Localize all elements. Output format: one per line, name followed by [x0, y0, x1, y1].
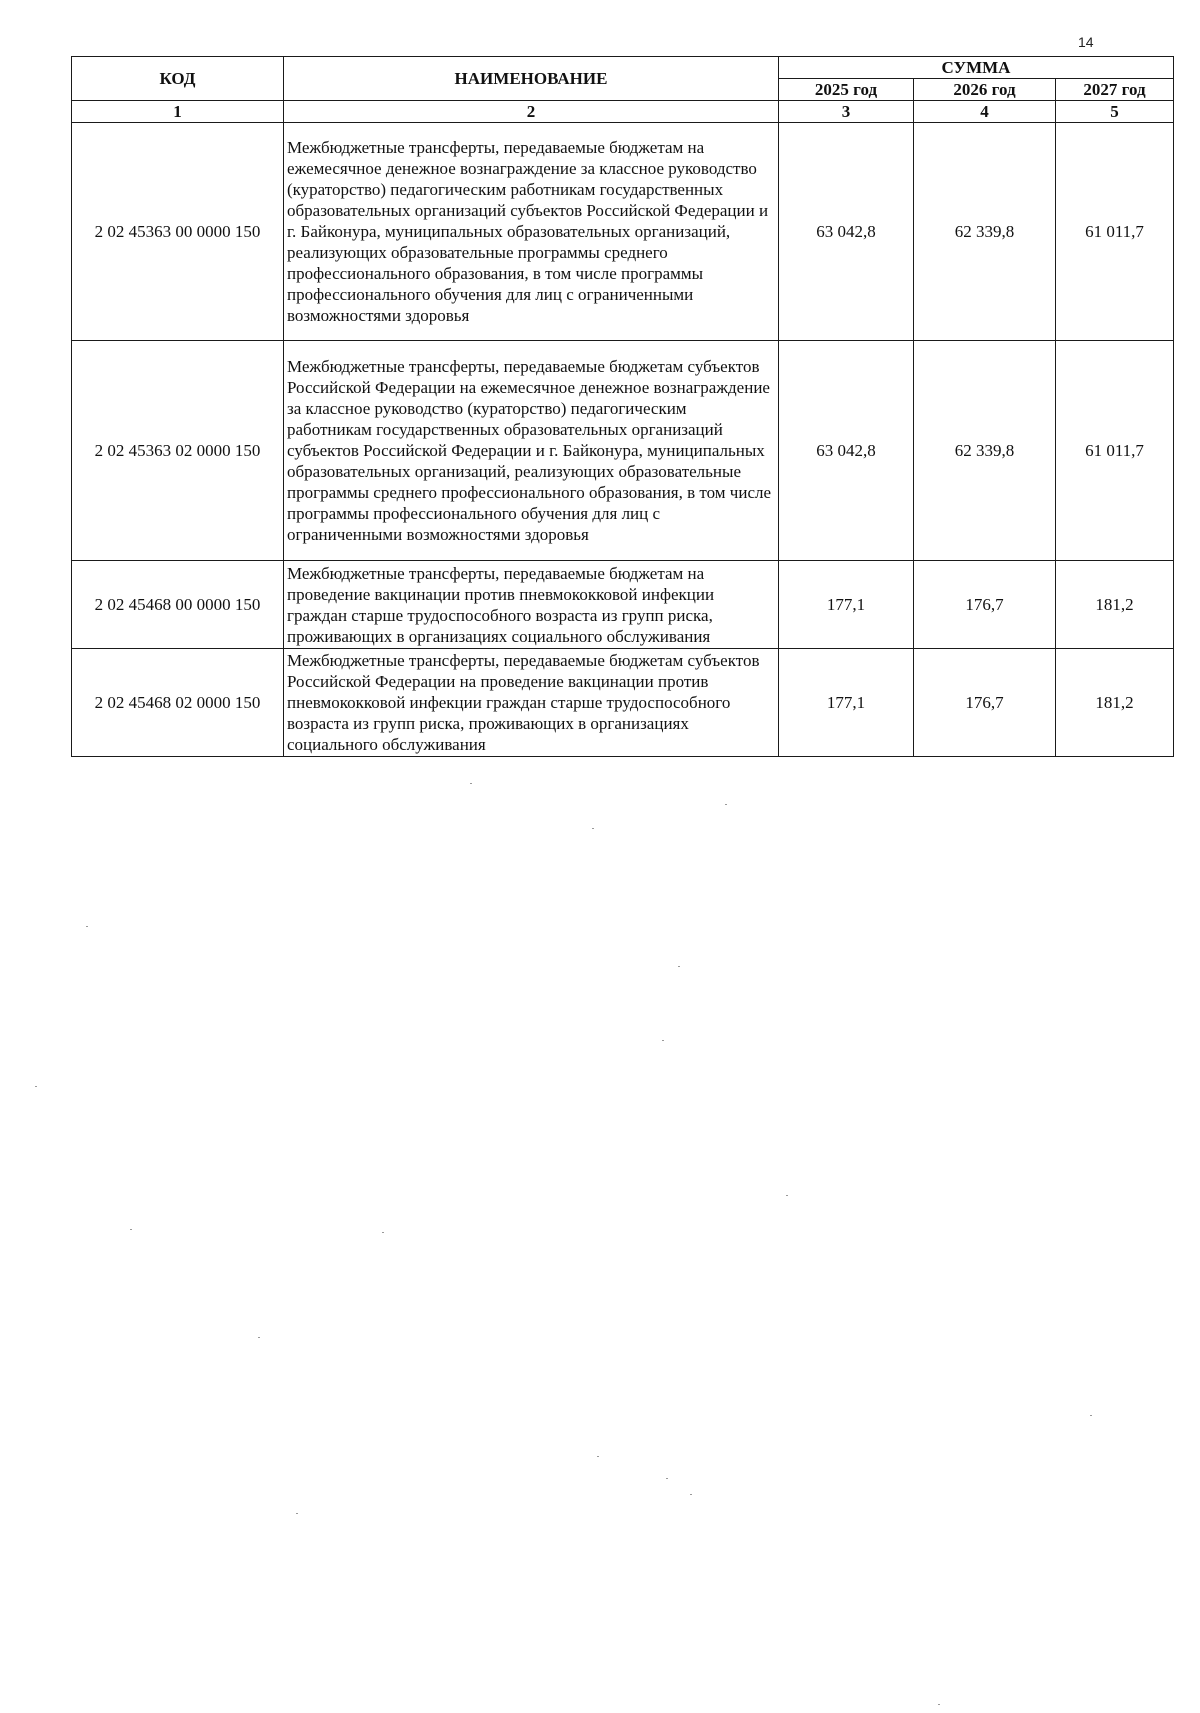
page-number: 14 — [1078, 34, 1094, 50]
scan-speck — [1090, 1415, 1092, 1416]
scan-speck — [35, 1086, 37, 1087]
budget-code: 2 02 45468 00 0000 150 — [72, 561, 284, 649]
amount-2027: 61 011,7 — [1056, 123, 1174, 341]
item-name: Межбюджетные трансферты, передаваемые бюджетам на проведение вакцинации против пневмококковой инфекции граждан старше трудоспособного возраста из групп риска, проживающих в организациях социального обслуживания — [284, 561, 779, 649]
amount-2027: 181,2 — [1056, 649, 1174, 757]
scan-speck — [725, 804, 727, 805]
column-number: 4 — [914, 101, 1056, 123]
table-row — [72, 341, 1174, 561]
budget-table — [71, 56, 1174, 757]
budget-code: 2 02 45363 02 0000 150 — [72, 341, 284, 561]
header-code: КОД — [72, 57, 284, 101]
column-number: 2 — [284, 101, 779, 123]
header-year-2026: 2026 год — [914, 79, 1056, 101]
amount-2025: 63 042,8 — [779, 123, 914, 341]
amount-2025: 63 042,8 — [779, 341, 914, 561]
scan-speck — [296, 1513, 298, 1514]
scan-speck — [938, 1704, 940, 1705]
header-year-2027: 2027 год — [1056, 79, 1174, 101]
header-name: НАИМЕНОВАНИЕ — [284, 57, 779, 101]
amount-2027: 61 011,7 — [1056, 341, 1174, 561]
item-name: Межбюджетные трансферты, передаваемые бюджетам субъектов Российской Федерации на проведение вакцинации против пневмококковой инфекции граждан старше трудоспособного возраста из групп риска, проживающих в организациях социального обслуживания — [284, 649, 779, 757]
scan-speck — [662, 1040, 664, 1041]
scan-speck — [678, 966, 680, 967]
item-name: Межбюджетные трансферты, передаваемые бюджетам на ежемесячное денежное вознаграждение за классное руководство (кураторство) педагогическим работникам государственных образовательных организаций субъектов Российской Федерации и г. Байконура, муниципальных образовательных организаций, реализующих образовательные программы среднего профессионального образования, в том числе программы профессионального обучения для лиц с ограниченными возможностями здоровья — [284, 123, 779, 341]
table-row — [72, 561, 1174, 649]
scan-speck — [597, 1456, 599, 1457]
scan-speck — [786, 1195, 788, 1196]
header-year-2025: 2025 год — [779, 79, 914, 101]
amount-2027: 181,2 — [1056, 561, 1174, 649]
column-numbers-row — [72, 101, 1174, 123]
table-row — [72, 123, 1174, 341]
amount-2025: 177,1 — [779, 649, 914, 757]
scan-speck — [382, 1232, 384, 1233]
amount-2026: 176,7 — [914, 649, 1056, 757]
scan-speck — [470, 783, 472, 784]
header-sum: СУММА — [779, 57, 1174, 79]
item-name: Межбюджетные трансферты, передаваемые бюджетам субъектов Российской Федерации на ежемесячное денежное вознаграждение за классное руководство (кураторство) педагогическим работникам государственных образовательных организаций субъектов Российской Федерации и г. Байконура, муниципальных образовательных организаций, реализующих образовательные программы среднего профессионального образования, в том числе программы профессионального обучения для лиц с ограниченными возможностями здоровья — [284, 341, 779, 561]
amount-2026: 62 339,8 — [914, 341, 1056, 561]
column-number: 3 — [779, 101, 914, 123]
scan-speck — [258, 1337, 260, 1338]
scan-speck — [690, 1494, 692, 1495]
scan-speck — [86, 926, 88, 927]
budget-code: 2 02 45468 02 0000 150 — [72, 649, 284, 757]
budget-code: 2 02 45363 00 0000 150 — [72, 123, 284, 341]
amount-2026: 62 339,8 — [914, 123, 1056, 341]
amount-2026: 176,7 — [914, 561, 1056, 649]
column-number: 1 — [72, 101, 284, 123]
table-row — [72, 649, 1174, 757]
scan-speck — [592, 828, 594, 829]
column-number: 5 — [1056, 101, 1174, 123]
amount-2025: 177,1 — [779, 561, 914, 649]
scan-speck — [130, 1229, 132, 1230]
scan-speck — [666, 1478, 668, 1479]
